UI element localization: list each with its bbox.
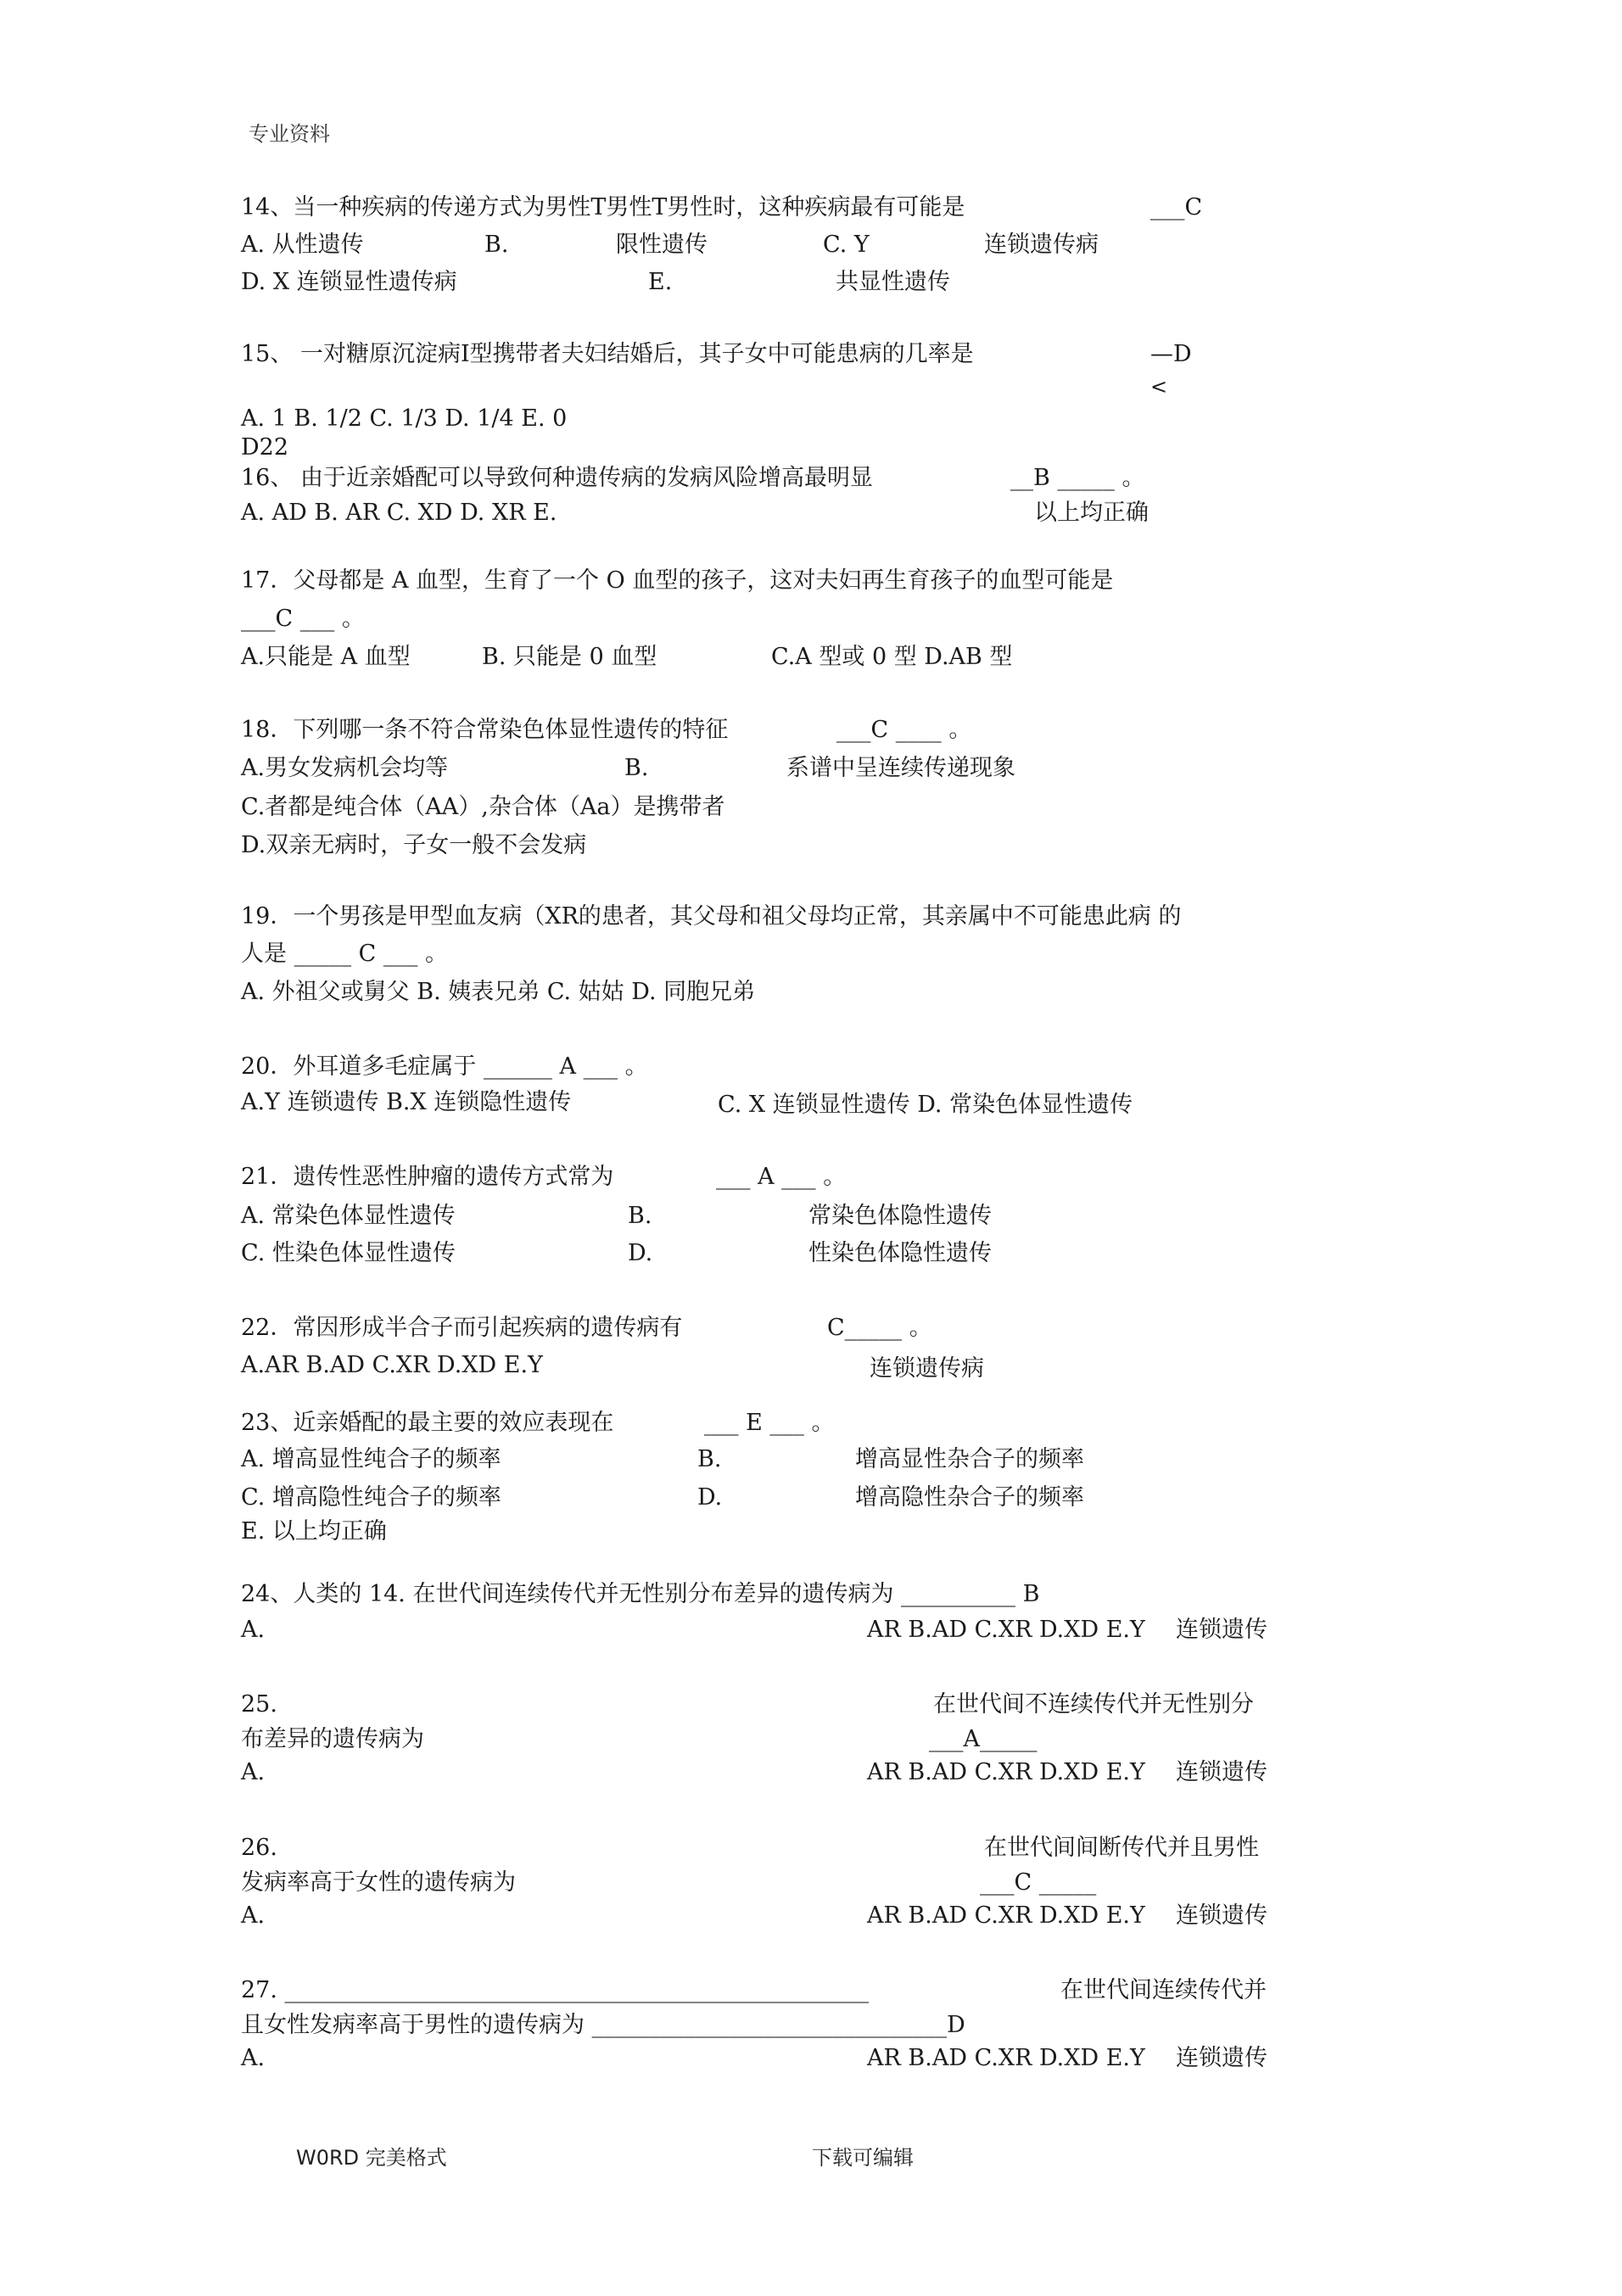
question-18-stem: 18．下列哪一条不符合常染色体显性遗传的特征 xyxy=(241,717,729,743)
question-17-option-cd: C.A 型或 0 型 D.AB 型 xyxy=(771,644,1013,670)
question-23-option-b-letter: B. xyxy=(697,1446,722,1472)
question-23-option-e: E. 以上均正确 xyxy=(241,1518,387,1545)
question-14-answer: ___C xyxy=(1150,194,1203,221)
question-14-option-a: A. 从性遗传 xyxy=(241,232,364,258)
question-24-option-a: A. xyxy=(241,1617,266,1643)
question-27-stem: 在世代间连续传代并 xyxy=(1060,1977,1267,2003)
question-14-option-c-letter: C. Y xyxy=(823,232,870,258)
question-14-option-e-letter: E. xyxy=(648,269,673,295)
question-14-option-b-text: 限性遗传 xyxy=(616,232,708,258)
question-14-option-e-text: 共显性遗传 xyxy=(836,269,950,295)
question-25-number: 25. xyxy=(241,1691,277,1718)
question-18-option-b-letter: B. xyxy=(624,755,649,781)
question-16-stem: 16、 由于近亲婚配可以导致何种遗传病的发病风险增高最明显 xyxy=(241,465,873,491)
question-18-option-b-text: 系谱中呈连续传递现象 xyxy=(786,755,1015,781)
question-18-answer: ___C ____ 。 xyxy=(836,717,972,743)
question-18-option-a: A.男女发病机会均等 xyxy=(241,755,449,781)
question-27-number: 27. ___________________________________________________ xyxy=(241,1977,870,2003)
question-26-suffix: 连锁遗传 xyxy=(1176,1902,1267,1929)
question-24-stem: 24、人类的 14. 在世代间连续传代并无性别分布差异的遗传病为 __________ B xyxy=(241,1581,1040,1607)
question-26-answer: ___C _____ xyxy=(980,1869,1097,1896)
question-17-stem: 17．父母都是 A 血型，生育了一个 O 血型的孩子，这对夫妇再生育孩子的血型可能是 xyxy=(241,567,1114,594)
question-23-option-c: C. 增高隐性纯合子的频率 xyxy=(241,1484,501,1511)
question-27-line2: 且女性发病率高于男性的遗传病为 _______________________________D xyxy=(241,2012,965,2038)
question-14-stem: 14、当一种疾病的传递方式为男性T男性T男性时，这种疾病最有可能是 xyxy=(241,194,965,221)
question-18-option-c: C.者都是纯合体（AA）,杂合体（Aa）是携带者 xyxy=(241,794,725,820)
question-19-line2: 人是 _____ C ___ 。 xyxy=(241,941,448,967)
question-21-option-c: C. 性染色体显性遗传 xyxy=(241,1240,456,1266)
question-17-option-b: B. 只能是 0 血型 xyxy=(482,644,657,670)
question-24-suffix: 连锁遗传 xyxy=(1176,1617,1267,1643)
question-24-options: AR B.AD C.XR D.XD E.Y xyxy=(867,1617,1145,1643)
question-20-option-cd: C. X 连锁显性遗传 D. 常染色体显性遗传 xyxy=(718,1092,1133,1118)
question-21-answer: ___ A ___ 。 xyxy=(716,1164,847,1190)
question-16-options: A. AD B. AR C. XD D. XR E. xyxy=(241,500,557,526)
question-15-answer: —D xyxy=(1150,341,1192,367)
question-20-stem: 20．外耳道多毛症属于 ______ A ___ 。 xyxy=(241,1053,648,1080)
question-23-option-d-text: 增高隐性杂合子的频率 xyxy=(855,1484,1084,1511)
question-25-option-a: A. xyxy=(241,1759,266,1785)
footer-left: W0RD 完美格式 xyxy=(296,2146,447,2170)
question-16-option-e-text: 以上均正确 xyxy=(1034,500,1149,526)
question-21-option-b-text: 常染色体隐性遗传 xyxy=(808,1203,992,1229)
question-14-option-d: D. X 连锁显性遗传病 xyxy=(241,269,457,295)
question-14-option-c-text: 连锁遗传病 xyxy=(984,232,1099,258)
question-23-option-a: A. 增高显性纯合子的频率 xyxy=(241,1446,501,1472)
question-25-options: AR B.AD C.XR D.XD E.Y xyxy=(867,1759,1145,1785)
question-27-options: AR B.AD C.XR D.XD E.Y xyxy=(867,2045,1145,2071)
question-25-suffix: 连锁遗传 xyxy=(1176,1759,1267,1785)
question-22-options: A.AR B.AD C.XR D.XD E.Y xyxy=(241,1352,543,1378)
page-header: 专业资料 xyxy=(249,122,330,146)
question-15-extra: D22 xyxy=(241,434,289,461)
question-19-options: A. 外祖父或舅父 B. 姨表兄弟 C. 姑姑 D. 同胞兄弟 xyxy=(241,979,756,1005)
question-18-option-d: D.双亲无病时，子女一般不会发病 xyxy=(241,832,587,858)
question-27-suffix: 连锁遗传 xyxy=(1176,2045,1267,2071)
question-22-answer: C_____ 。 xyxy=(827,1315,932,1341)
question-21-option-d-text: 性染色体隐性遗传 xyxy=(808,1240,992,1266)
question-15-mark: < xyxy=(1150,375,1168,399)
question-23-stem: 23、近亲婚配的最主要的效应表现在 xyxy=(241,1410,614,1436)
question-14-option-b-letter: B. xyxy=(484,232,509,258)
question-27-option-a: A. xyxy=(241,2045,266,2071)
question-15-options: A. 1 B. 1/2 C. 1/3 D. 1/4 E. 0 xyxy=(241,405,568,432)
question-25-stem: 在世代间不连续传代并无性别分 xyxy=(933,1691,1254,1718)
question-15-stem: 15、 一对糖原沉淀病I型携带者夫妇结婚后，其子女中可能患病的几率是 xyxy=(241,341,974,367)
question-26-options: AR B.AD C.XR D.XD E.Y xyxy=(867,1902,1145,1929)
question-26-line2: 发病率高于女性的遗传病为 xyxy=(241,1869,516,1896)
question-17-answer: ___C ___ 。 xyxy=(241,606,365,632)
question-21-stem: 21．遗传性恶性肿瘤的遗传方式常为 xyxy=(241,1164,614,1190)
question-20-option-ab: A.Y 连锁遗传 B.X 连锁隐性遗传 xyxy=(241,1089,572,1115)
question-22-stem: 22．常因形成半合子而引起疾病的遗传病有 xyxy=(241,1315,683,1341)
question-23-option-d-letter: D. xyxy=(697,1484,723,1511)
question-25-line2: 布差异的遗传病为 xyxy=(241,1726,424,1752)
question-19-stem: 19．一个男孩是甲型血友病（XR的患者，其父母和祖父母均正常，其亲属中不可能患此病 的 xyxy=(241,903,1182,930)
question-25-answer: ___A_____ xyxy=(929,1726,1038,1752)
question-21-option-a: A. 常染色体显性遗传 xyxy=(241,1203,456,1229)
question-21-option-b-letter: B. xyxy=(628,1203,652,1229)
question-22-suffix: 连锁遗传病 xyxy=(870,1355,984,1382)
question-17-option-a: A.只能是 A 血型 xyxy=(241,644,411,670)
footer-right: 下载可编辑 xyxy=(812,2146,914,2170)
question-23-answer: ___ E ___ 。 xyxy=(704,1410,835,1436)
question-26-option-a: A. xyxy=(241,1902,266,1929)
question-21-option-d-letter: D. xyxy=(628,1240,653,1266)
question-26-stem: 在世代间间断传代并且男性 xyxy=(984,1835,1259,1861)
question-16-answer: __B _____ 。 xyxy=(1010,465,1145,491)
question-26-number: 26. xyxy=(241,1835,277,1861)
question-23-option-b-text: 增高显性杂合子的频率 xyxy=(855,1446,1084,1472)
